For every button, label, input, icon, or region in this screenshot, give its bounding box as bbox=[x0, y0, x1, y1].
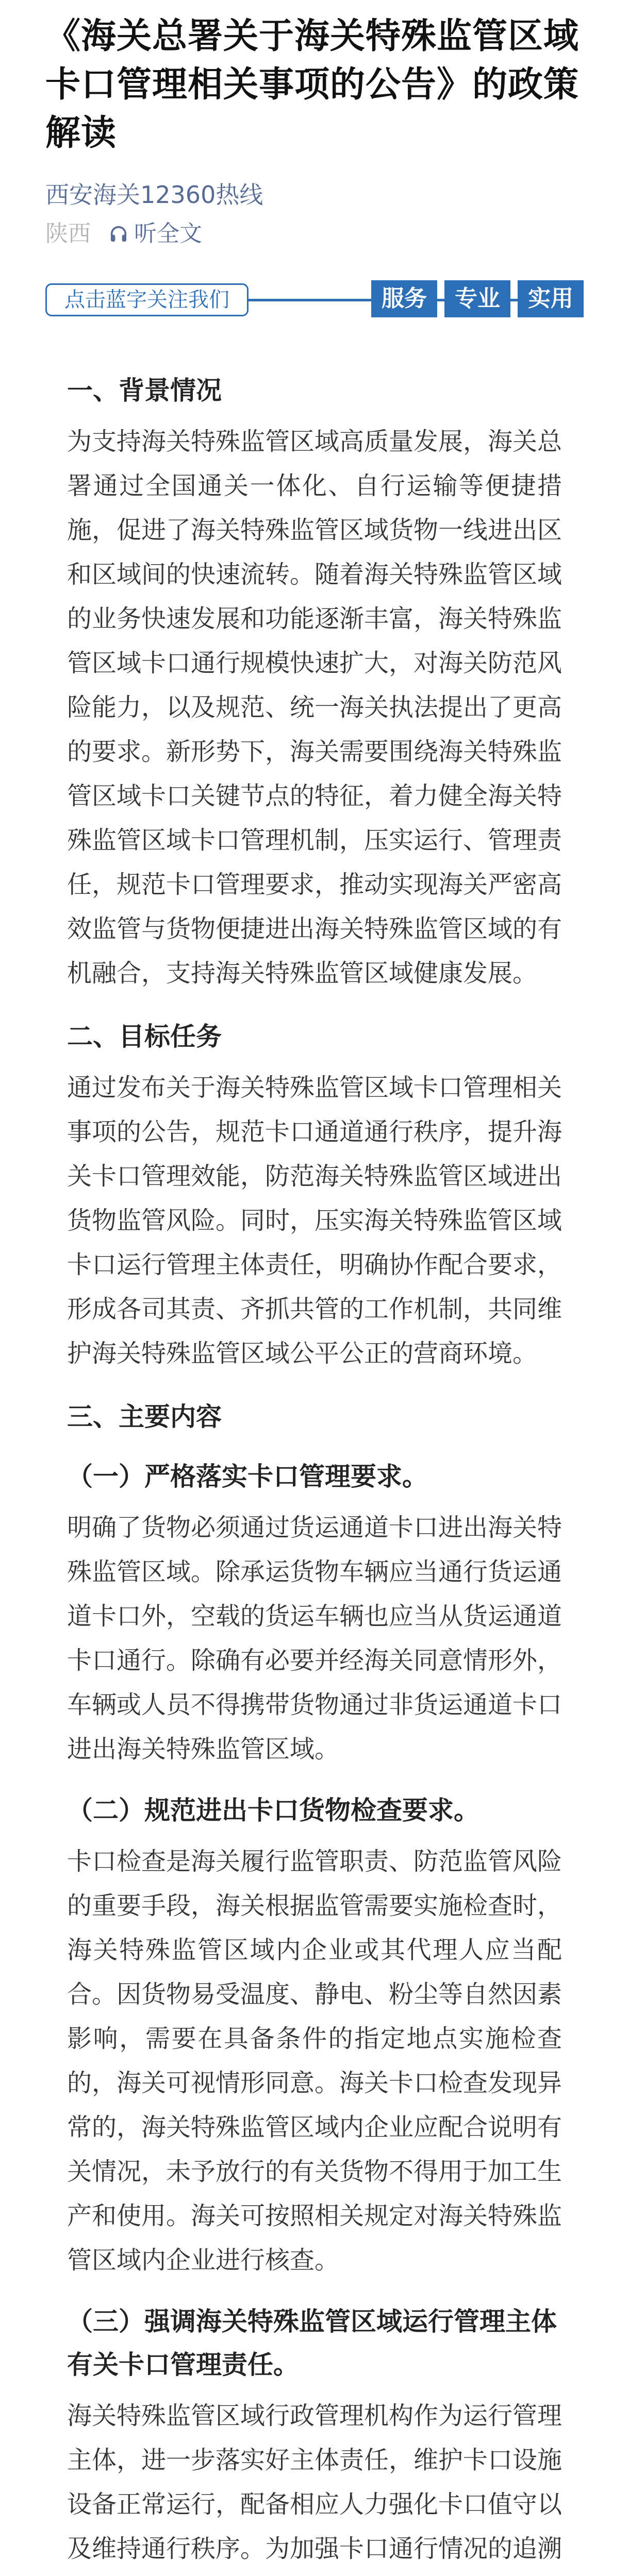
article-body bbox=[45, 370, 584, 2576]
paragraph: 为支持海关特殊监管区域高质量发展，海关总署通过全国通关一体化、自行运输等便捷措施，促进了海关特殊监管区域货物一线进出区和区域间的快速流转。随着海关特殊监管区域的业务快速发展和功能逐渐丰富，海关特殊监管区域卡口通行规模快速扩大，对海关防范风险能力，以及规范、统一海关执法提出了更高的要求。新形势下，海关需要围绕海关特殊监管区域卡口关键节点的特征，着力健全海关特殊监管区域卡口管理机制，压实运行、管理责任，规范卡口管理要求，推动实现海关严密高效监管与货物便捷进出海关特殊监管区域的有机融合，支持海关特殊监管区域健康发展。 bbox=[67, 427, 562, 988]
paragraph: 海关特殊监管区域行政管理机构作为运行管理主体，进一步落实好主体责任，维护卡口设施设备正常运行，配备相应人力强化卡口值守以及维持通行秩序。为加强卡口通行情况的追溯 bbox=[67, 2401, 562, 2563]
meta-row bbox=[45, 218, 584, 249]
follow-banner bbox=[45, 272, 584, 349]
subsection-heading: （二）规范进出卡口货物检查要求。 bbox=[67, 1795, 479, 1825]
paragraph: 通过发布关于海关特殊监管区域卡口管理相关事项的公告，规范卡口通道通行秩序，提升海关卡口管理效能，防范海关特殊监管区域进出货物监管风险。同时，压实海关特殊监管区域卡口运行管理主体责任，明确协作配合要求，形成各司其责、齐抓共管的工作机制，共同维护海关特殊监管区域公平公正的营商环境。 bbox=[67, 1073, 562, 1368]
listen-label: 听全文 bbox=[134, 221, 202, 247]
banner-tag: 专业 bbox=[444, 280, 510, 317]
follow-button[interactable]: 点击蓝字关注我们 bbox=[45, 283, 249, 316]
banner-tag: 实用 bbox=[518, 280, 584, 317]
banner-tags bbox=[364, 280, 584, 317]
account-name-link[interactable]: 西安海关12360热线 bbox=[45, 181, 263, 209]
section-heading: 二、目标任务 bbox=[67, 1022, 222, 1052]
headphones-icon bbox=[108, 224, 129, 244]
subsection-heading: （一）严格落实卡口管理要求。 bbox=[67, 1462, 428, 1492]
listen-button[interactable] bbox=[108, 218, 202, 249]
location-label: 陕西 bbox=[45, 221, 91, 247]
paragraph: 卡口检查是海关履行监管职责、防范监管风险的重要手段，海关根据监管需要实施检查时，海关特殊监管区域内企业或其代理人应当配合。因货物易受温度、静电、粉尘等自然因素影响，需要在具备条件的指定地点实施检查的，海关可视情形同意。海关卡口检查发现异常的，海关特殊监管区域内企业应配合说明有关情况，未予放行的有关货物不得用于加工生产和使用。海关可按照相关规定对海关特殊监管区域内企业进行核查。 bbox=[67, 1847, 562, 2275]
subsection-heading: （三）强调海关特殊监管区域运行管理主体有关卡口管理责任。 bbox=[67, 2307, 557, 2380]
section-heading: 一、背景情况 bbox=[67, 376, 222, 405]
banner-tag: 服务 bbox=[371, 280, 437, 317]
article-title: 《海关总署关于海关特殊监管区域卡口管理相关事项的公告》的政策解读 bbox=[45, 16, 580, 154]
paragraph: 明确了货物必须通过货运通道卡口进出海关特殊监管区域。除承运货物车辆应当通行货运通道卡口外，空载的货运车辆也应当从货运通道卡口通行。除确有必要并经海关同意情形外，车辆或人员不得携带货物通过非货运通道卡口进出海关特殊监管区域。 bbox=[67, 1513, 562, 1764]
section-heading: 三、主要内容 bbox=[67, 1402, 222, 1432]
